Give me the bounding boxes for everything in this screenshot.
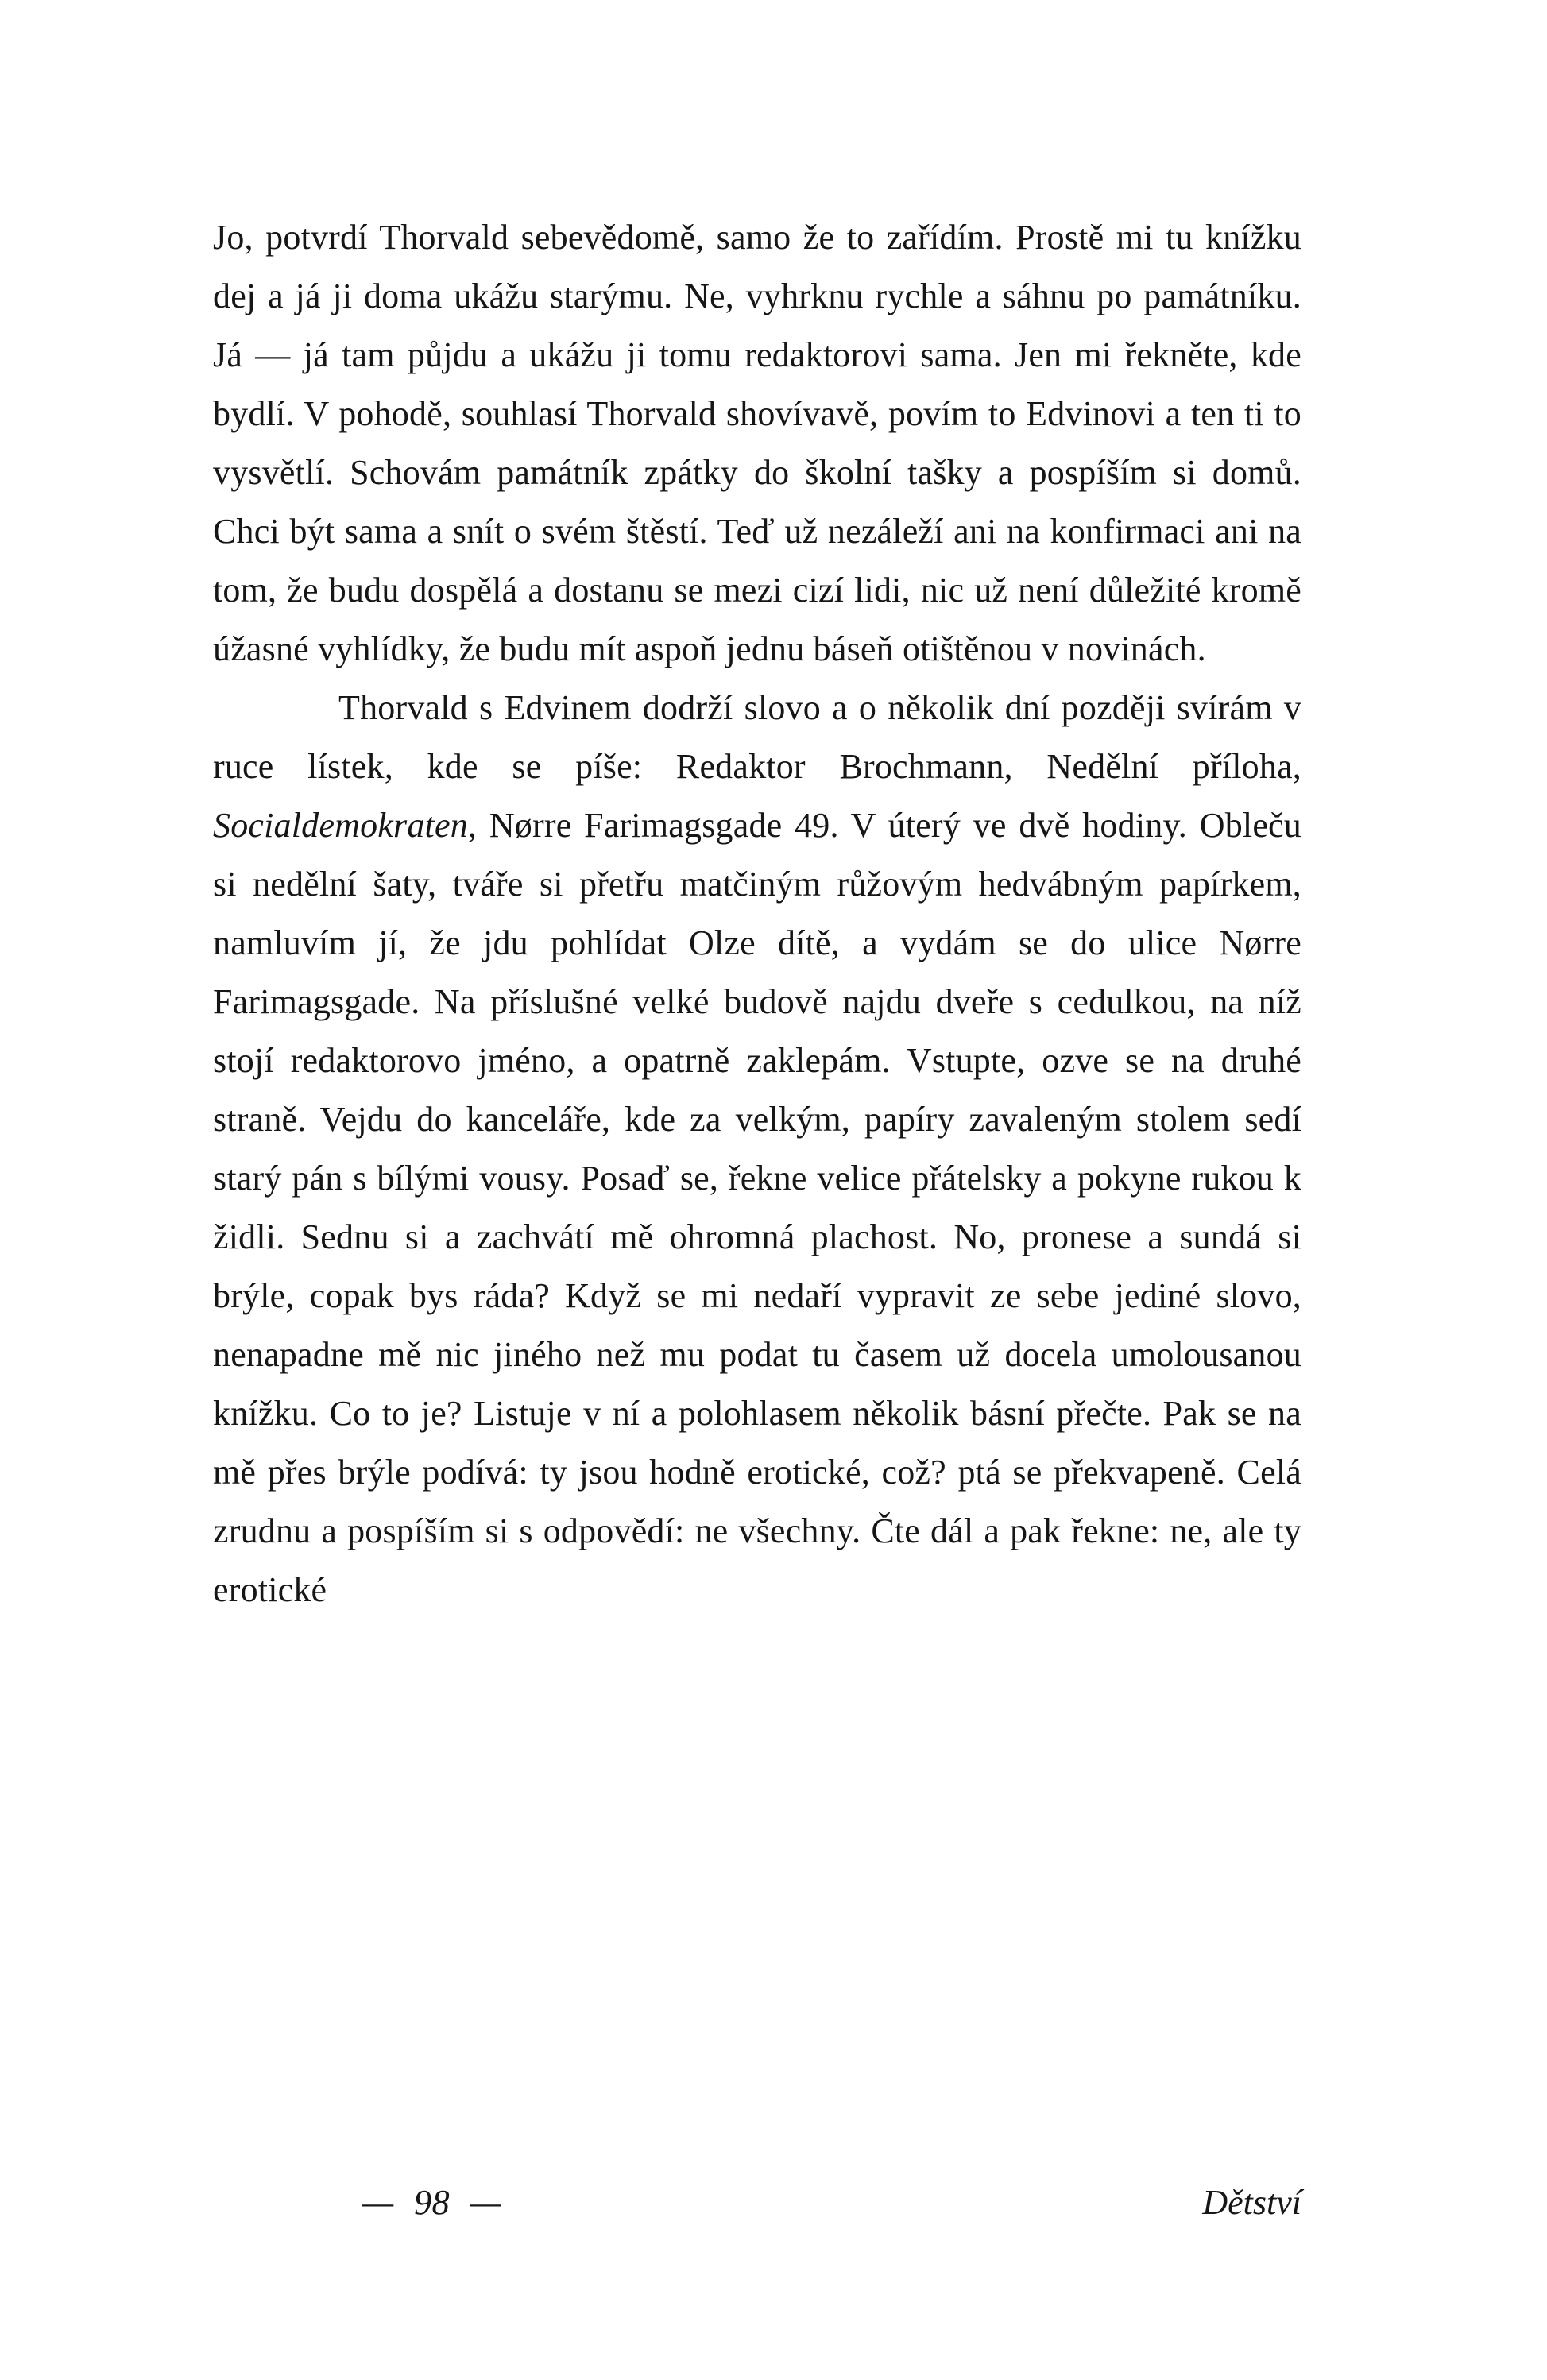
chapter-title: Dětství: [1202, 2183, 1301, 2222]
paragraph-2-text-end: , Nørre Farimagsgade 49. V úterý ve dvě hodiny. Obleču si nedělní šaty, tváře si přetřu matčiným růžovým hedvábným papírkem, namluvím jí, že jdu pohlídat Olze dítě, a vydám se do ulice Nørre Farimagsgade. Na příslušné velké budově najdu dveře s cedulkou, na níž stojí redaktorovo jméno, a opatrně zaklepám. Vstupte, ozve se na druhé straně. Vejdu do kanceláře, kde za velkým, papíry zavaleným stolem sedí starý pán s bílými vousy. Posaď se, řekne velice přátelsky a pokyne rukou k židli. Sednu si a zachvátí mě ohromná plachost. No, pronese a sundá si brýle, copak bys ráda? Když se mi nedaří vypravit ze sebe jediné slovo, nenapadne mě nic jiného než mu podat tu časem už docela umolousanou knížku. Co to je? Listuje v ní a polohlasem několik básní přečte. Pak se na mě přes brýle podívá: ty jsou hodně erotické, což? ptá se překvapeně. Celá zrudnu a pospíším si s odpovědí: ne všechny. Čte dál a pak řekne: ne, ale ty erotické: [213, 806, 1301, 1609]
paragraph-1: Jo, potvrdí Thorvald sebevědomě, samo že to zařídím. Prostě mi tu knížku dej a já ji doma ukážu starýmu. Ne, vyhrknu rychle a sáhnu po památníku. Já — já tam půjdu a ukážu ji tomu redaktorovi sama. Jen mi řekněte, kde bydlí. V pohodě, souhlasí Thorvald shovívavě, povím to Edvinovi a ten ti to vysvětlí. Schovám památník zpátky do školní tašky a pospíším si domů. Chci být sama a snít o svém štěstí. Teď už nezáleží ani na konfirmaci ani na tom, že budu dospělá a dostanu se mezi cizí lidi, nic už není důležité kromě úžasné vyhlídky, že budu mít aspoň jednu báseň otištěnou v novinách.: [213, 218, 1301, 668]
page-footer: [213, 2179, 1301, 2227]
body-text: [213, 208, 1301, 1620]
newspaper-title-italic: Socialdemokraten: [213, 806, 468, 845]
paragraph-2-text-start: Thorvald s Edvinem dodrží slovo a o několik dní později svírám v ruce lístek, kde se píše: Redaktor Brochmann, Nedělní příloha,: [213, 688, 1301, 786]
page-number: — 98 —: [362, 2183, 502, 2222]
paragraph-2: [213, 679, 1301, 1620]
